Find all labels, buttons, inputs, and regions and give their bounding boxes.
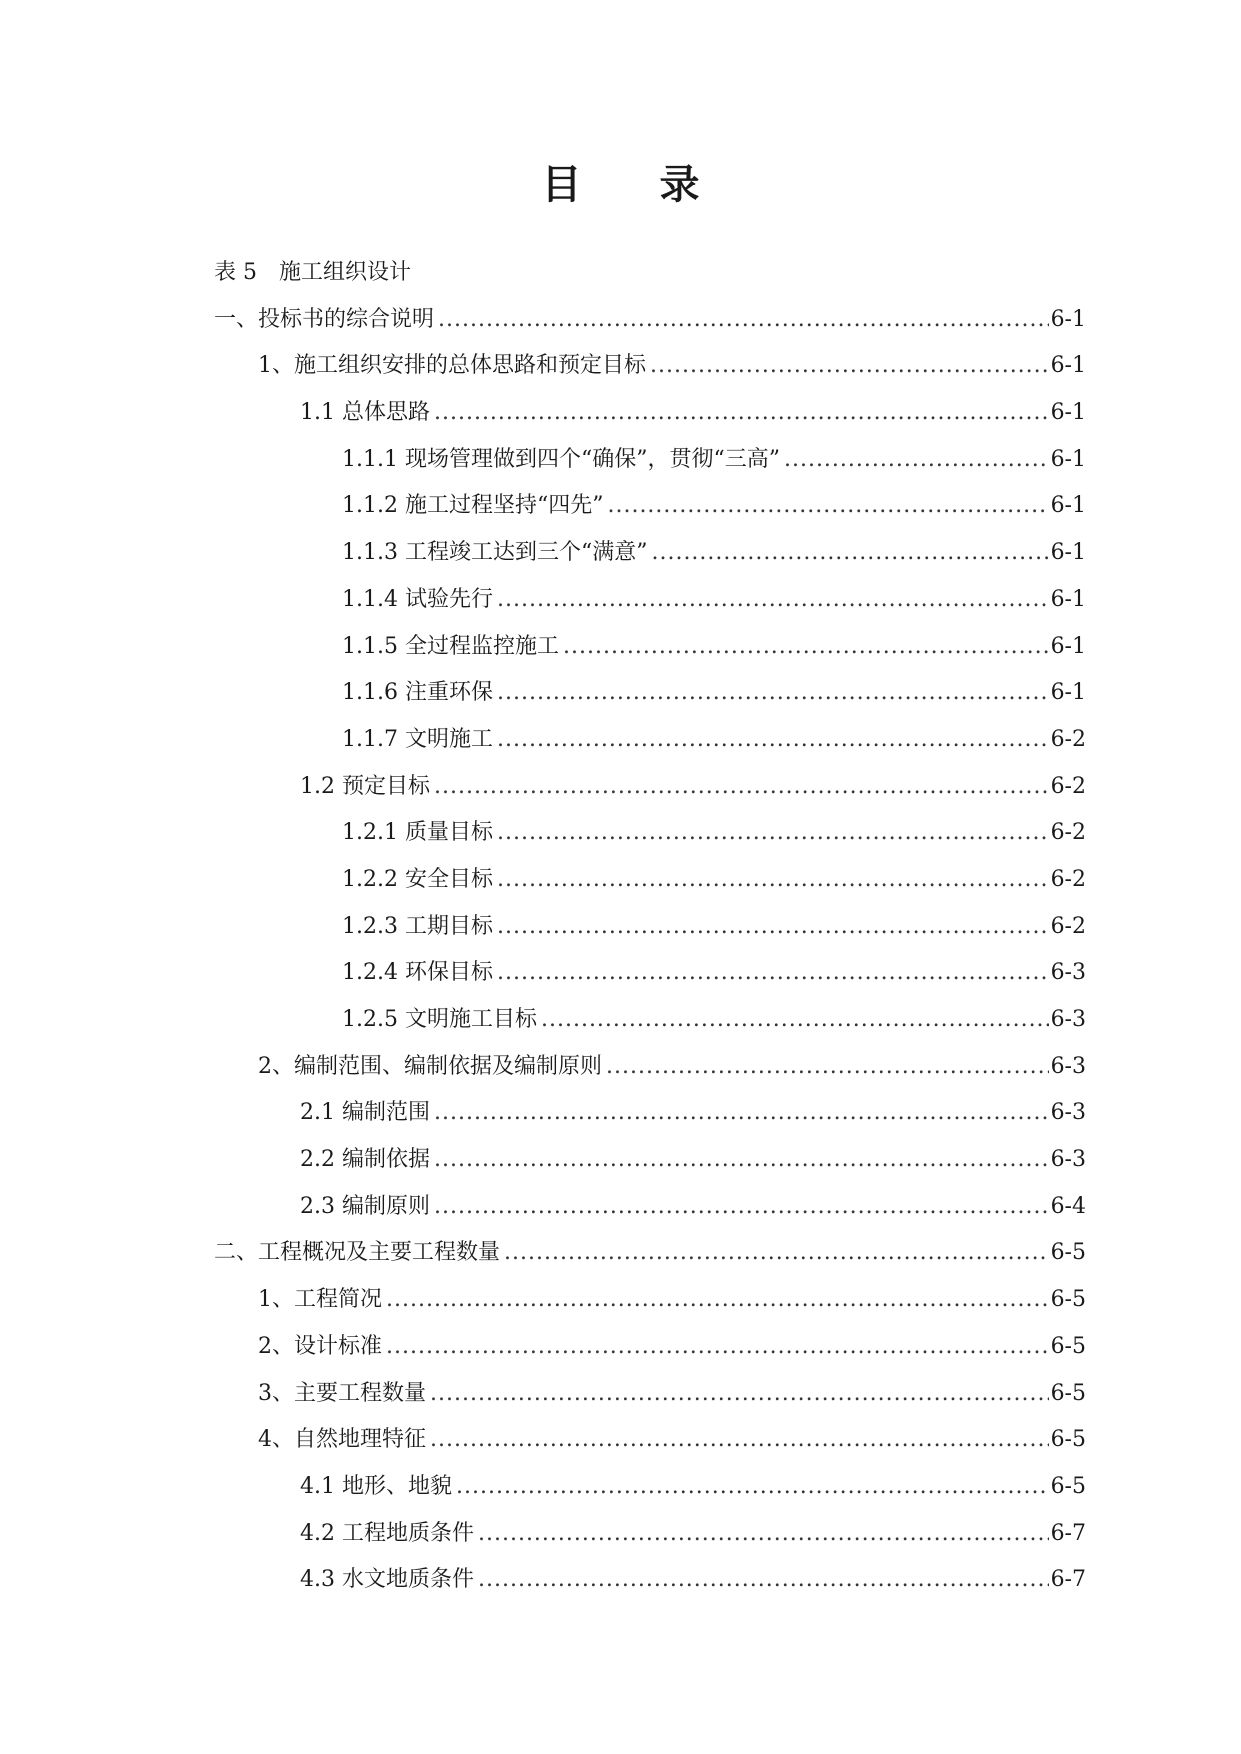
toc-entry-label: 1.2.5 文明施工目标 [342,1007,537,1032]
toc-entry-label: 4、自然地理特征 [258,1427,426,1453]
toc-dot-leader [784,437,1049,484]
toc-entry-label: 1.1.2 施工过程坚持“四先” [342,493,604,519]
toc-entry-label: 二、工程概况及主要工程数量 [214,1240,501,1266]
toc-entry-page: 6-7 [1050,1567,1086,1593]
toc-entry-label: 1.1.1 现场管理做到四个“确保”，贯彻“三高” [342,446,780,472]
toc-entry-label: 2、设计标准 [258,1333,382,1359]
toc-entry[interactable] [214,997,1086,1044]
toc-entry-label: 1、工程简况 [258,1287,382,1313]
toc-dot-leader [478,1511,1049,1558]
toc-dot-leader [434,1184,1049,1231]
toc-entry-page: 6-1 [1050,633,1086,659]
toc-entry-page: 6-5 [1050,1473,1086,1499]
toc-entry-label: 1.2.2 安全目标 [342,866,493,892]
toc-dot-leader [651,530,1048,577]
toc-dot-leader [497,717,1049,764]
toc-dot-leader [497,950,1049,997]
toc-entry-page: 6-2 [1050,866,1086,892]
toc-entry[interactable] [214,810,1086,857]
toc-entry[interactable] [214,343,1086,390]
toc-entry-page: 6-2 [1050,773,1086,799]
toc-entry-page: 6-7 [1050,1520,1086,1546]
toc-entry-label: 1.2.4 环保目标 [342,960,493,986]
toc-dot-leader [606,1044,1049,1091]
toc-dot-leader [478,1557,1049,1604]
toc-entry-page: 6-3 [1050,1100,1086,1126]
toc-entry[interactable] [214,390,1086,437]
toc-entry-label: 3、主要工程数量 [258,1380,426,1406]
toc-entry-label: 2.1 编制范围 [300,1100,430,1126]
toc-entry-label: 1.2 预定目标 [300,773,430,799]
toc-entry[interactable] [214,1277,1086,1324]
toc-dot-leader [497,904,1049,951]
toc-entry-label: 一、投标书的综合说明 [214,306,435,332]
toc-entry-label: 1.1.6 注重环保 [342,680,493,706]
toc-entry[interactable] [214,950,1086,997]
toc-entry[interactable] [214,624,1086,671]
toc-dot-leader [497,857,1049,904]
toc-entry-label: 2.2 编制依据 [300,1147,430,1173]
toc-entry[interactable] [214,857,1086,904]
toc-entry-label: 4.3 水文地质条件 [300,1567,474,1593]
toc-dot-leader [504,1230,1049,1277]
toc-entry-label: 1.1.5 全过程监控施工 [342,633,559,659]
toc-entry-label: 4.1 地形、地貌 [300,1473,452,1499]
toc-entry-label: 1.2.1 质量目标 [342,820,493,846]
toc-entry-page: 6-5 [1050,1427,1086,1453]
toc-dot-leader [386,1324,1049,1371]
toc-dot-leader [607,483,1048,530]
toc-entry[interactable] [214,437,1086,484]
toc-dot-leader [497,810,1049,857]
toc-entry-page: 6-5 [1050,1380,1086,1406]
toc-dot-leader [497,670,1049,717]
toc-entry[interactable] [214,530,1086,577]
toc-entry[interactable] [214,1044,1086,1091]
toc-dot-leader [434,390,1049,437]
toc-entry[interactable] [214,1557,1086,1604]
toc-entry[interactable] [214,1184,1086,1231]
toc-heading-number: 表 5 [214,260,257,285]
toc-entry-label: 4.2 工程地质条件 [300,1520,474,1546]
toc-entry-page: 6-1 [1050,306,1086,332]
toc-entry[interactable] [214,904,1086,951]
toc-dot-leader [434,764,1049,811]
toc-entry[interactable] [214,1371,1086,1418]
toc-entry-label: 1.1 总体思路 [300,400,430,426]
toc-entry-label: 1、施工组织安排的总体思路和预定目标 [258,353,646,379]
toc-dot-leader [497,577,1049,624]
toc-dot-leader [456,1464,1049,1511]
toc-entry[interactable] [214,764,1086,811]
toc-entry[interactable] [214,483,1086,530]
toc-dot-leader [563,624,1049,671]
toc-dot-leader [434,1090,1049,1137]
toc-entry-list [214,297,1086,1604]
toc-dot-leader [430,1371,1049,1418]
toc-entry[interactable] [214,577,1086,624]
toc-entry[interactable] [214,1324,1086,1371]
toc-entry-label: 1.1.7 文明施工 [342,726,493,752]
toc-entry-page: 6-5 [1050,1240,1086,1266]
toc-entry-label: 2.3 编制原则 [300,1193,430,1219]
toc-entry[interactable] [214,1417,1086,1464]
toc-entry[interactable] [214,670,1086,717]
toc-entry-page: 6-1 [1050,493,1086,519]
toc-dot-leader [386,1277,1049,1324]
toc-dot-leader [438,297,1049,344]
toc-entry[interactable] [214,1464,1086,1511]
toc-entry[interactable] [214,1511,1086,1558]
toc-entry-page: 6-2 [1050,913,1086,939]
toc-entry[interactable] [214,1090,1086,1137]
toc-entry[interactable] [214,1230,1086,1277]
toc-entry-page: 6-2 [1050,820,1086,846]
toc-entry-page: 6-5 [1050,1287,1086,1313]
toc-entry-page: 6-1 [1050,680,1086,706]
toc-heading-label: 施工组织设计 [279,260,412,285]
toc-dot-leader [650,343,1049,390]
toc-entry-label: 1.1.3 工程竣工达到三个“满意” [342,540,648,566]
toc-entry-page: 6-2 [1050,726,1086,752]
toc-entry-page: 6-3 [1050,960,1086,986]
toc-entry-page: 6-5 [1050,1333,1086,1359]
toc-entry[interactable] [214,1137,1086,1184]
toc-entry-page: 6-1 [1050,446,1086,472]
toc-entry-page: 6-1 [1050,540,1086,566]
toc-entry-label: 2、编制范围、编制依据及编制原则 [258,1053,602,1079]
page-title: 目录 [541,162,778,208]
toc-heading [214,250,1086,297]
toc-entry-label: 1.1.4 试验先行 [342,586,493,612]
toc-entry-page: 6-3 [1050,1007,1086,1032]
toc-dot-leader [430,1417,1049,1464]
toc-entry-label: 1.2.3 工期目标 [342,913,493,939]
table-of-contents [214,250,1086,1604]
toc-entry-page: 6-1 [1050,353,1086,379]
toc-entry-page: 6-4 [1050,1193,1086,1219]
toc-entry-page: 6-1 [1050,586,1086,612]
toc-entry[interactable] [214,297,1086,344]
toc-dot-leader [541,997,1049,1044]
toc-entry-page: 6-1 [1050,400,1086,426]
toc-dot-leader [434,1137,1049,1184]
toc-entry-page: 6-3 [1050,1053,1086,1079]
toc-entry[interactable] [214,717,1086,764]
toc-entry-page: 6-3 [1050,1147,1086,1173]
